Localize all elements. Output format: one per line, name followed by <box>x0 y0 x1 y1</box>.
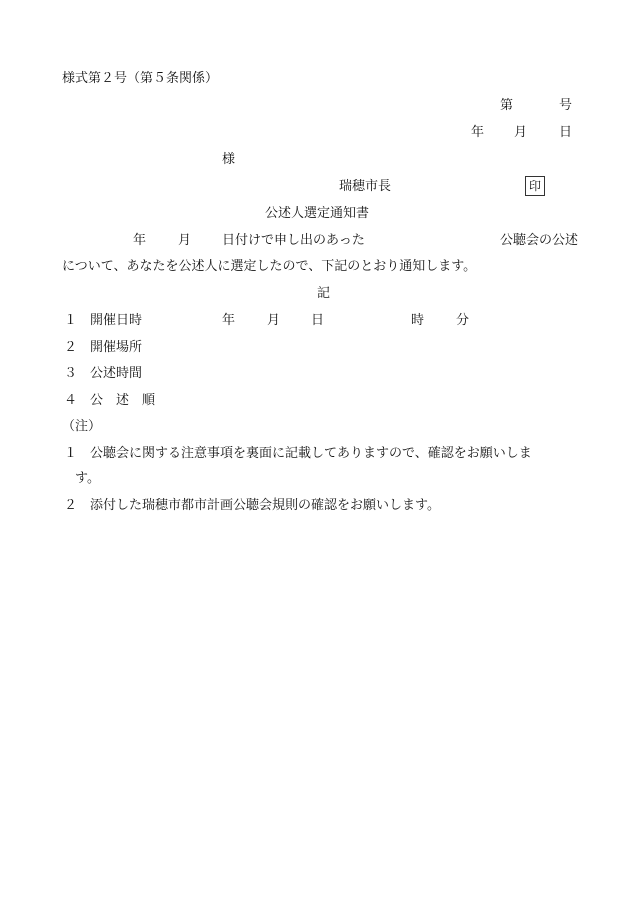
item-datetime-hour: 時 <box>411 313 425 328</box>
note-text-continuation: す。 <box>75 471 100 486</box>
issuer-name: 瑞穂市長 <box>339 179 392 194</box>
date-year: 年 <box>471 125 485 140</box>
body-line-2: について、あなたを公述人に選定したので、下記のとおり通知します。 <box>62 259 477 274</box>
item-datetime-year: 年 <box>222 313 236 328</box>
item-label-datetime: 開催日時 <box>90 313 143 328</box>
body-day-text: 日付けで申し出のあった <box>222 233 365 248</box>
item-datetime-month: 月 <box>267 313 281 328</box>
notes-heading: （注） <box>62 419 102 434</box>
item-datetime-day: 日 <box>311 313 325 328</box>
item-number: ３ <box>64 366 78 381</box>
item-label-venue: 開催場所 <box>90 340 143 355</box>
body-event-text: 公聴会の公述 <box>500 233 579 248</box>
item-label-time: 公述時間 <box>90 366 143 381</box>
document-title: 公述人選定通知書 <box>265 206 370 221</box>
seal-box: 印 <box>525 176 545 196</box>
ki-mark: 記 <box>317 286 331 301</box>
item-number: ２ <box>64 340 78 355</box>
number-suffix: 号 <box>559 98 573 113</box>
date-day: 日 <box>559 125 573 140</box>
number-prefix: 第 <box>500 98 514 113</box>
addressee-suffix: 様 <box>222 152 236 167</box>
note-number: ２ <box>64 498 78 513</box>
item-datetime-minute: 分 <box>456 313 470 328</box>
note-text: 添付した瑞穂市都市計画公聴会規則の確認をお願いします。 <box>90 498 440 513</box>
item-number: １ <box>64 313 78 328</box>
note-number: １ <box>64 446 78 461</box>
item-label-order: 公 述 順 <box>90 393 156 408</box>
form-label: 様式第２号（第５条関係） <box>62 71 219 86</box>
item-number: ４ <box>64 393 78 408</box>
body-month: 月 <box>178 233 192 248</box>
body-year: 年 <box>133 233 147 248</box>
date-month: 月 <box>514 125 528 140</box>
note-text: 公聴会に関する注意事項を裏面に記載してありますので、確認をお願いしま <box>90 446 532 461</box>
